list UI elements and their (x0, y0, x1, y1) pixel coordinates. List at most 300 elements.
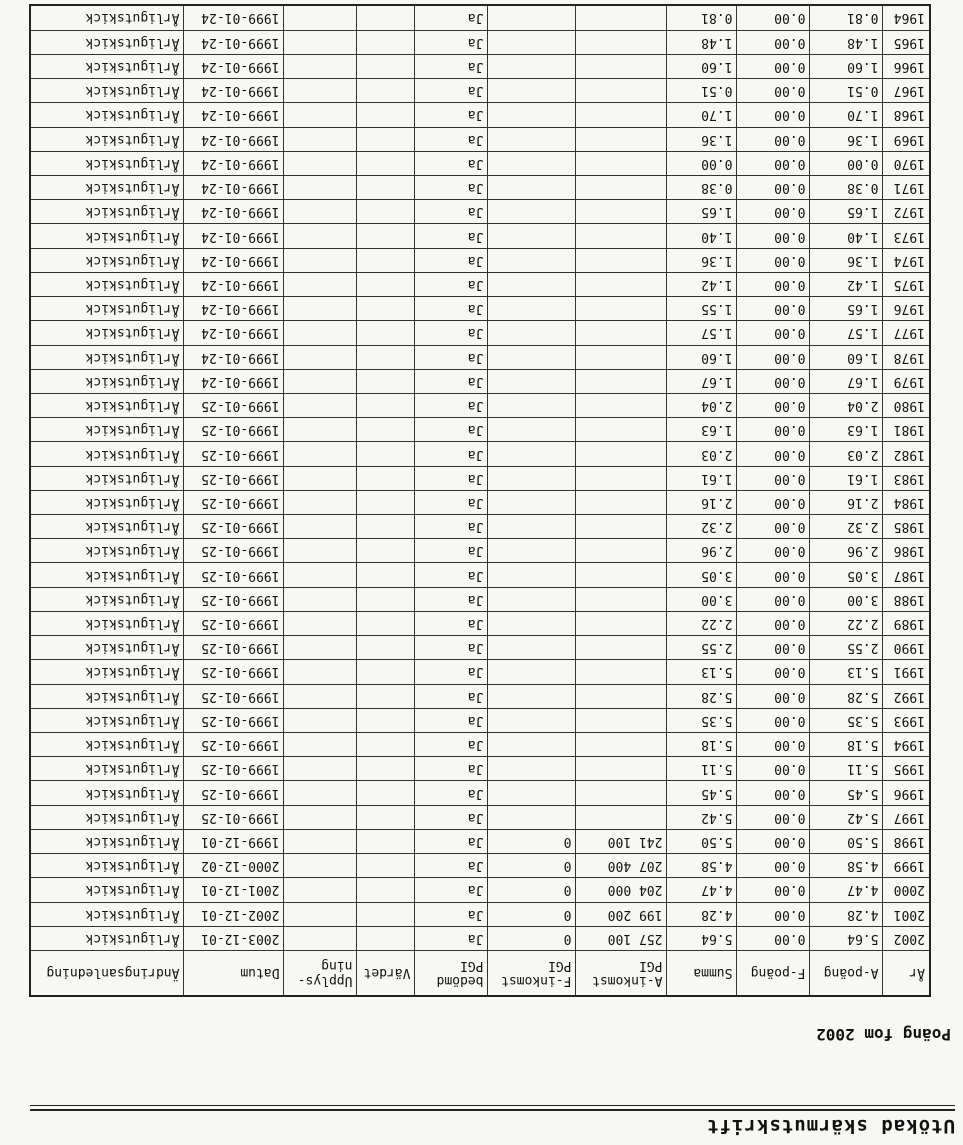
cell-sum: 5.45 (667, 781, 737, 805)
cell-date: 1999-01-24 (184, 30, 284, 54)
cell-reason: Årligutskick (30, 248, 184, 272)
column-header-line2: PGI (460, 958, 484, 973)
cell-value (357, 5, 415, 30)
cell-f-points: 0.00 (737, 248, 810, 272)
cell-f-income (488, 103, 576, 127)
title-rule-thin (30, 1105, 955, 1106)
table-row (30, 127, 930, 151)
cell-year: 1979 (883, 369, 930, 393)
table-row (30, 321, 930, 345)
cell-f-income (488, 660, 576, 684)
cell-date: 1999-01-25 (184, 781, 284, 805)
table-row (30, 200, 930, 224)
cell-value (357, 151, 415, 175)
cell-a-income (576, 611, 667, 635)
cell-f-points: 0.00 (737, 442, 810, 466)
table-row (30, 733, 930, 757)
cell-value (357, 297, 415, 321)
cell-value (357, 442, 415, 466)
cell-f-points: 0.00 (737, 79, 810, 103)
table-row (30, 272, 930, 296)
cell-f-points: 0.00 (737, 636, 810, 660)
cell-assessed: Ja (415, 79, 488, 103)
cell-info (284, 127, 357, 151)
cell-date: 1999-01-25 (184, 684, 284, 708)
cell-a-points: 1.36 (810, 248, 883, 272)
cell-f-income (488, 224, 576, 248)
cell-reason: Årligutskick (30, 466, 184, 490)
cell-sum: 2.32 (667, 515, 737, 539)
cell-sum: 1.40 (667, 224, 737, 248)
cell-value (357, 30, 415, 54)
cell-a-points: 1.65 (810, 200, 883, 224)
cell-a-income (576, 781, 667, 805)
cell-assessed: Ja (415, 539, 488, 563)
cell-a-points: 0.38 (810, 176, 883, 200)
cell-a-income (576, 30, 667, 54)
cell-reason: Årligutskick (30, 345, 184, 369)
cell-f-income: 0 (488, 878, 576, 902)
cell-sum: 1.60 (667, 54, 737, 78)
cell-value (357, 684, 415, 708)
cell-sum: 1.61 (667, 466, 737, 490)
column-header-line1: Summa (693, 965, 733, 981)
table-row (30, 151, 930, 175)
cell-sum: 1.60 (667, 345, 737, 369)
cell-year: 1970 (883, 151, 930, 175)
cell-info (284, 466, 357, 490)
cell-value (357, 515, 415, 539)
cell-f-income (488, 176, 576, 200)
cell-value (357, 854, 415, 878)
cell-reason: Årligutskick (30, 176, 184, 200)
cell-assessed: Ja (415, 611, 488, 635)
cell-a-points: 1.36 (810, 127, 883, 151)
cell-assessed: Ja (415, 805, 488, 829)
table-row (30, 781, 930, 805)
cell-value (357, 200, 415, 224)
cell-assessed: Ja (415, 902, 488, 926)
cell-f-income (488, 321, 576, 345)
table-row (30, 466, 930, 490)
cell-f-income (488, 757, 576, 781)
cell-f-income (488, 200, 576, 224)
cell-a-income (576, 466, 667, 490)
cell-a-income (576, 733, 667, 757)
cell-date: 2003-12-01 (184, 926, 284, 950)
cell-sum: 4.47 (667, 878, 737, 902)
cell-date: 1999-01-25 (184, 466, 284, 490)
cell-f-income: 0 (488, 854, 576, 878)
cell-value (357, 224, 415, 248)
table-row (30, 539, 930, 563)
column-header-line1: Datum (240, 965, 280, 981)
cell-a-income (576, 490, 667, 514)
cell-info (284, 103, 357, 127)
cell-date: 1999-01-24 (184, 248, 284, 272)
cell-date: 1999-01-25 (184, 393, 284, 417)
column-header-line1: Värdet (363, 965, 411, 981)
cell-info (284, 248, 357, 272)
table-row (30, 611, 930, 635)
cell-a-income (576, 393, 667, 417)
cell-year: 1988 (883, 587, 930, 611)
cell-assessed: Ja (415, 466, 488, 490)
cell-assessed: Ja (415, 515, 488, 539)
cell-year: 2002 (883, 926, 930, 950)
column-header-sum (667, 951, 737, 997)
cell-f-income (488, 272, 576, 296)
cell-value (357, 418, 415, 442)
cell-sum: 1.65 (667, 200, 737, 224)
cell-sum: 1.57 (667, 321, 737, 345)
cell-a-points: 0.00 (810, 151, 883, 175)
cell-f-points: 0.00 (737, 176, 810, 200)
cell-sum: 3.00 (667, 587, 737, 611)
cell-sum: 0.00 (667, 151, 737, 175)
page-title: Utökad skärmutskrift (706, 1115, 955, 1137)
cell-f-points: 0.00 (737, 54, 810, 78)
cell-date: 1999-01-24 (184, 297, 284, 321)
cell-a-income (576, 805, 667, 829)
cell-info (284, 490, 357, 514)
cell-sum: 1.63 (667, 418, 737, 442)
cell-sum: 4.28 (667, 902, 737, 926)
cell-sum: 5.18 (667, 733, 737, 757)
cell-assessed: Ja (415, 442, 488, 466)
cell-date: 1999-01-24 (184, 321, 284, 345)
cell-info (284, 660, 357, 684)
table-row (30, 587, 930, 611)
cell-f-income: 0 (488, 902, 576, 926)
cell-reason: Årligutskick (30, 636, 184, 660)
cell-reason: Årligutskick (30, 539, 184, 563)
cell-a-points: 5.42 (810, 805, 883, 829)
cell-year: 1995 (883, 757, 930, 781)
cell-reason: Årligutskick (30, 224, 184, 248)
cell-sum: 3.05 (667, 563, 737, 587)
cell-year: 1974 (883, 248, 930, 272)
cell-info (284, 587, 357, 611)
cell-a-income (576, 54, 667, 78)
cell-value (357, 369, 415, 393)
column-header-line1: A-inkomst (592, 973, 663, 988)
cell-reason: Årligutskick (30, 926, 184, 950)
cell-sum: 1.42 (667, 272, 737, 296)
cell-assessed: Ja (415, 345, 488, 369)
table-row (30, 563, 930, 587)
cell-sum: 0.81 (667, 5, 737, 30)
cell-value (357, 781, 415, 805)
cell-info (284, 321, 357, 345)
cell-a-points: 1.57 (810, 321, 883, 345)
cell-reason: Årligutskick (30, 418, 184, 442)
cell-sum: 0.38 (667, 176, 737, 200)
cell-f-points: 0.00 (737, 660, 810, 684)
cell-date: 1999-01-25 (184, 660, 284, 684)
cell-date: 2001-12-01 (184, 878, 284, 902)
cell-sum: 5.42 (667, 805, 737, 829)
cell-year: 1981 (883, 418, 930, 442)
cell-a-income (576, 515, 667, 539)
cell-a-income: 257 100 (576, 926, 667, 950)
cell-f-income (488, 636, 576, 660)
cell-a-income (576, 321, 667, 345)
cell-info (284, 30, 357, 54)
column-header-line1: Upplys- (297, 973, 353, 988)
cell-assessed: Ja (415, 660, 488, 684)
cell-value (357, 54, 415, 78)
cell-reason: Årligutskick (30, 369, 184, 393)
cell-sum: 2.96 (667, 539, 737, 563)
column-header-value (357, 951, 415, 997)
cell-date: 1999-01-25 (184, 515, 284, 539)
cell-reason: Årligutskick (30, 30, 184, 54)
cell-f-points: 0.00 (737, 878, 810, 902)
cell-f-points: 0.00 (737, 345, 810, 369)
cell-f-points: 0.00 (737, 926, 810, 950)
cell-info (284, 418, 357, 442)
header-row (30, 951, 930, 997)
cell-value (357, 829, 415, 853)
cell-f-points: 0.00 (737, 418, 810, 442)
column-header-a-points (810, 951, 883, 997)
table-row (30, 805, 930, 829)
cell-date: 1999-01-24 (184, 79, 284, 103)
cell-assessed: Ja (415, 54, 488, 78)
cell-f-income (488, 587, 576, 611)
cell-info (284, 805, 357, 829)
cell-assessed: Ja (415, 733, 488, 757)
cell-assessed: Ja (415, 854, 488, 878)
cell-date: 1999-01-24 (184, 369, 284, 393)
cell-date: 1999-01-24 (184, 345, 284, 369)
cell-f-points: 0.00 (737, 902, 810, 926)
table-row (30, 442, 930, 466)
cell-reason: Årligutskick (30, 272, 184, 296)
cell-info (284, 79, 357, 103)
cell-f-income (488, 611, 576, 635)
cell-info (284, 369, 357, 393)
cell-a-points: 2.32 (810, 515, 883, 539)
cell-reason: Årligutskick (30, 854, 184, 878)
cell-f-points: 0.00 (737, 466, 810, 490)
title-rule (30, 1109, 955, 1111)
cell-reason: Årligutskick (30, 515, 184, 539)
table-row (30, 345, 930, 369)
table-row (30, 878, 930, 902)
cell-info (284, 878, 357, 902)
cell-assessed: Ja (415, 127, 488, 151)
cell-a-income (576, 151, 667, 175)
cell-f-income (488, 466, 576, 490)
column-header-line2: PGI (548, 958, 572, 973)
cell-f-income (488, 79, 576, 103)
cell-date: 2002-12-01 (184, 902, 284, 926)
cell-info (284, 563, 357, 587)
cell-assessed: Ja (415, 393, 488, 417)
cell-assessed: Ja (415, 103, 488, 127)
cell-reason: Årligutskick (30, 757, 184, 781)
cell-a-points: 2.96 (810, 539, 883, 563)
cell-year: 1978 (883, 345, 930, 369)
cell-a-points: 5.45 (810, 781, 883, 805)
cell-year: 1975 (883, 272, 930, 296)
cell-a-income (576, 563, 667, 587)
cell-value (357, 248, 415, 272)
cell-f-income (488, 418, 576, 442)
cell-info (284, 5, 357, 30)
points-table (29, 4, 931, 997)
cell-reason: Årligutskick (30, 708, 184, 732)
cell-a-points: 0.51 (810, 79, 883, 103)
cell-a-points: 1.70 (810, 103, 883, 127)
cell-reason: Årligutskick (30, 103, 184, 127)
cell-reason: Årligutskick (30, 611, 184, 635)
cell-f-income (488, 369, 576, 393)
cell-value (357, 466, 415, 490)
cell-reason: Årligutskick (30, 490, 184, 514)
cell-a-points: 0.81 (810, 5, 883, 30)
cell-info (284, 200, 357, 224)
table-body (30, 5, 930, 951)
cell-year: 1969 (883, 127, 930, 151)
cell-date: 1999-01-24 (184, 127, 284, 151)
cell-a-income (576, 587, 667, 611)
cell-a-points: 5.13 (810, 660, 883, 684)
cell-a-points: 1.60 (810, 54, 883, 78)
cell-year: 1965 (883, 30, 930, 54)
cell-year: 1991 (883, 660, 930, 684)
cell-a-income (576, 248, 667, 272)
cell-reason: Årligutskick (30, 587, 184, 611)
column-header-f-points (737, 951, 810, 997)
cell-a-income (576, 200, 667, 224)
cell-a-points: 1.42 (810, 272, 883, 296)
cell-year: 1999 (883, 854, 930, 878)
cell-a-income (576, 345, 667, 369)
cell-value (357, 660, 415, 684)
cell-sum: 2.22 (667, 611, 737, 635)
table-row (30, 708, 930, 732)
cell-f-points: 0.00 (737, 369, 810, 393)
cell-info (284, 854, 357, 878)
cell-date: 1999-01-25 (184, 636, 284, 660)
cell-assessed: Ja (415, 684, 488, 708)
cell-a-income (576, 297, 667, 321)
cell-f-points: 0.00 (737, 30, 810, 54)
cell-reason: Årligutskick (30, 5, 184, 30)
cell-reason: Årligutskick (30, 442, 184, 466)
cell-a-points: 1.61 (810, 466, 883, 490)
cell-f-points: 0.00 (737, 127, 810, 151)
cell-a-points: 2.22 (810, 611, 883, 635)
cell-value (357, 539, 415, 563)
column-header-date (184, 951, 284, 997)
cell-year: 1997 (883, 805, 930, 829)
cell-assessed: Ja (415, 708, 488, 732)
cell-assessed: Ja (415, 321, 488, 345)
table-header (30, 951, 930, 997)
cell-a-income (576, 636, 667, 660)
cell-year: 1973 (883, 224, 930, 248)
cell-info (284, 611, 357, 635)
cell-reason: Årligutskick (30, 829, 184, 853)
cell-info (284, 684, 357, 708)
cell-info (284, 515, 357, 539)
cell-assessed: Ja (415, 878, 488, 902)
cell-assessed: Ja (415, 5, 488, 30)
cell-value (357, 636, 415, 660)
cell-reason: Årligutskick (30, 297, 184, 321)
cell-year: 1985 (883, 515, 930, 539)
cell-a-points: 2.03 (810, 442, 883, 466)
cell-value (357, 321, 415, 345)
cell-value (357, 733, 415, 757)
column-header-line1: A-poäng (823, 965, 879, 981)
table-row (30, 248, 930, 272)
cell-a-points: 2.55 (810, 636, 883, 660)
cell-info (284, 442, 357, 466)
cell-a-points: 5.35 (810, 708, 883, 732)
cell-f-points: 0.00 (737, 829, 810, 853)
cell-f-points: 0.00 (737, 539, 810, 563)
cell-f-points: 0.00 (737, 200, 810, 224)
table-row (30, 5, 930, 30)
table-row (30, 636, 930, 660)
cell-info (284, 176, 357, 200)
cell-assessed: Ja (415, 176, 488, 200)
cell-year: 1968 (883, 103, 930, 127)
cell-info (284, 781, 357, 805)
cell-sum: 1.55 (667, 297, 737, 321)
column-header-reason (30, 951, 184, 997)
column-header-year (883, 951, 930, 997)
cell-f-points: 0.00 (737, 103, 810, 127)
cell-f-income (488, 442, 576, 466)
cell-date: 1999-01-24 (184, 5, 284, 30)
cell-year: 2000 (883, 878, 930, 902)
cell-f-income (488, 539, 576, 563)
cell-f-income (488, 733, 576, 757)
cell-a-points: 3.05 (810, 563, 883, 587)
cell-a-points: 4.28 (810, 902, 883, 926)
cell-reason: Årligutskick (30, 321, 184, 345)
cell-f-income (488, 127, 576, 151)
cell-a-income: 207 400 (576, 854, 667, 878)
cell-assessed: Ja (415, 636, 488, 660)
section-caption: Poäng fom 2002 (816, 1025, 951, 1044)
cell-f-points: 0.00 (737, 490, 810, 514)
cell-f-points: 0.00 (737, 5, 810, 30)
cell-assessed: Ja (415, 369, 488, 393)
cell-sum: 2.16 (667, 490, 737, 514)
cell-f-income (488, 248, 576, 272)
cell-a-points: 1.60 (810, 345, 883, 369)
cell-f-points: 0.00 (737, 733, 810, 757)
column-header-line1: F-inkomst (501, 973, 572, 988)
cell-sum: 1.48 (667, 30, 737, 54)
cell-assessed: Ja (415, 490, 488, 514)
cell-assessed: Ja (415, 224, 488, 248)
cell-year: 1977 (883, 321, 930, 345)
table-row (30, 224, 930, 248)
cell-date: 1999-01-25 (184, 539, 284, 563)
cell-f-income (488, 30, 576, 54)
cell-f-points: 0.00 (737, 611, 810, 635)
cell-date: 1999-01-25 (184, 708, 284, 732)
cell-f-points: 0.00 (737, 708, 810, 732)
